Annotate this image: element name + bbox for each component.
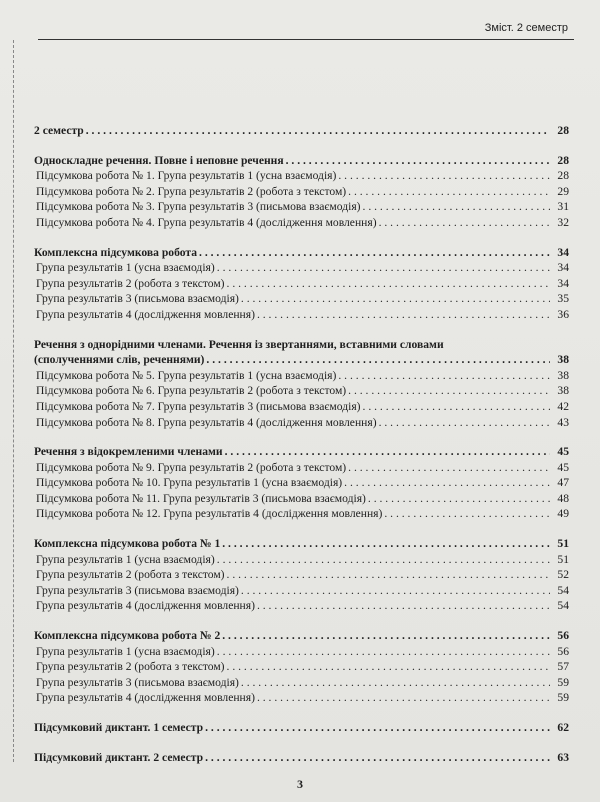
toc-entry-title: Комплексна підсумкова робота: [34, 245, 198, 259]
toc-entry[interactable]: [34, 291, 569, 307]
toc-gap: [34, 736, 569, 750]
dot-leader: [241, 675, 550, 691]
dot-leader: [379, 415, 550, 431]
dot-leader: [338, 168, 550, 184]
toc-page-number: 38: [557, 368, 569, 382]
toc-entry[interactable]: [34, 583, 569, 599]
toc-entry[interactable]: [34, 659, 569, 675]
dot-leader: [222, 628, 550, 644]
dot-leader: [241, 583, 550, 599]
toc-page-number: 63: [557, 750, 569, 764]
toc-entry-title: Група результатів 3 (письмова взаємодія): [36, 583, 239, 597]
toc-entry[interactable]: [34, 383, 569, 399]
toc-gap: [34, 323, 569, 337]
toc-page-number: 31: [557, 200, 569, 214]
toc-page-number: 54: [557, 599, 569, 613]
dot-leader: [363, 399, 550, 415]
toc-entry[interactable]: [34, 552, 569, 568]
toc-entry-title: Речення з відокремленими членами: [34, 445, 223, 459]
toc-entry-title: Підсумкова робота № 6. Група результатів 2 (робота з текстом): [36, 384, 347, 398]
toc-page-number: 54: [557, 583, 569, 597]
toc-page-number: 62: [557, 721, 569, 734]
toc-entry[interactable]: [34, 399, 569, 415]
dot-leader: [206, 352, 550, 368]
dot-leader: [205, 750, 550, 766]
dot-leader: [344, 475, 550, 491]
toc-entry-title: Підсумкова робота № 7. Група результатів 3 (письмова взаємодія): [36, 399, 361, 413]
dot-leader: [227, 659, 550, 675]
toc-entry-title: Підсумкова робота № 8. Група результатів 4 (дослідження мовлення): [36, 415, 377, 429]
running-header: Зміст. 2 семестр: [484, 22, 568, 34]
toc-entry-title: Односкладне речення. Повне і неповне речення: [34, 153, 284, 167]
toc-page-number: 57: [557, 660, 569, 674]
toc-section-heading[interactable]: [34, 628, 569, 644]
toc-entry-title: Група результатів 2 (робота з текстом): [36, 660, 225, 674]
dot-leader: [379, 215, 550, 231]
dot-leader: [217, 260, 550, 276]
dot-leader: [257, 690, 550, 706]
toc-entry[interactable]: [34, 199, 569, 215]
toc-entry[interactable]: [34, 460, 569, 476]
toc-page-number: 29: [557, 184, 569, 198]
toc-entry[interactable]: [34, 690, 569, 706]
toc-page-number: 35: [557, 292, 569, 306]
toc-page-number: 34: [557, 245, 569, 259]
toc-page-number: 45: [557, 460, 569, 474]
toc-entry-title: Підсумкова робота № 11. Група результатів 3 (письмова взаємодія): [36, 491, 366, 505]
toc-page-number: 34: [557, 276, 569, 290]
page-number: 3: [297, 777, 303, 791]
toc-entry[interactable]: [34, 276, 569, 292]
dot-leader: [384, 506, 550, 522]
toc-entry[interactable]: [34, 168, 569, 184]
dot-leader: [257, 598, 550, 614]
toc-entry-title: Підсумковий диктант. 2 семестр: [34, 750, 204, 764]
toc-gap: [34, 139, 569, 153]
toc-page-number: 59: [557, 675, 569, 689]
toc-heading-line: Речення з однорідними членами. Речення із звертаннями, вставними словами: [34, 337, 444, 351]
toc-page-number: 28: [557, 124, 569, 137]
table-of-contents: [34, 123, 569, 765]
toc-section-heading[interactable]: [34, 750, 569, 766]
toc-entry-title: Комплексна підсумкова робота № 2: [34, 629, 221, 643]
toc-section-heading[interactable]: [34, 123, 569, 139]
toc-page-number: 36: [557, 307, 569, 321]
toc-entry[interactable]: [34, 644, 569, 660]
dot-leader: [217, 552, 550, 568]
toc-entry-title: Підсумкова робота № 9. Група результатів 2 (робота з текстом): [36, 460, 347, 474]
toc-page-number: 32: [557, 215, 569, 229]
dot-leader: [286, 153, 550, 169]
toc-entry[interactable]: [34, 415, 569, 431]
toc-page-number: 51: [557, 537, 569, 551]
toc-gap: [34, 231, 569, 245]
dot-leader: [348, 184, 550, 200]
toc-entry-title: Група результатів 4 (дослідження мовлення): [36, 691, 255, 705]
margin-rule: [13, 40, 14, 762]
dot-leader: [368, 491, 550, 507]
toc-entry[interactable]: [34, 506, 569, 522]
toc-section-heading[interactable]: [34, 352, 569, 368]
toc-section-heading[interactable]: [34, 153, 569, 169]
toc-page-number: 56: [557, 629, 569, 643]
toc-page-number: 52: [557, 568, 569, 582]
dot-leader: [348, 383, 550, 399]
toc-entry[interactable]: [34, 368, 569, 384]
toc-page-number: 51: [557, 552, 569, 566]
toc-page-number: 34: [557, 261, 569, 275]
toc-entry-title: Підсумковий диктант. 1 семестр: [34, 721, 204, 734]
dot-leader: [227, 567, 550, 583]
dot-leader: [227, 276, 550, 292]
header-rule: [38, 39, 574, 40]
toc-section-heading[interactable]: [34, 245, 569, 261]
toc-entry-title: Підсумкова робота № 1. Група результатів 1 (усна взаємодія): [36, 169, 337, 183]
toc-entry-title: Група результатів 4 (дослідження мовлення): [36, 599, 255, 613]
toc-page-number: 45: [557, 445, 569, 459]
toc-section-heading[interactable]: [34, 444, 569, 460]
toc-entry-title: Підсумкова робота № 10. Група результатів 1 (усна взаємодія): [36, 476, 343, 490]
toc-entry[interactable]: [34, 567, 569, 583]
toc-entry-title: Комплексна підсумкова робота № 1: [34, 537, 221, 551]
toc-section-heading[interactable]: [34, 536, 569, 552]
toc-entry[interactable]: [34, 598, 569, 614]
toc-entry-title: Підсумкова робота № 12. Група результатів 4 (дослідження мовлення): [36, 507, 383, 521]
toc-entry-title: 2 семестр: [34, 124, 84, 137]
toc-page-number: 28: [557, 169, 569, 183]
toc-gap: [34, 522, 569, 536]
toc-page-number: 38: [557, 353, 569, 367]
toc-entry-title: Група результатів 1 (усна взаємодія): [36, 552, 215, 566]
toc-entry[interactable]: [34, 491, 569, 507]
dot-leader: [338, 368, 550, 384]
toc-gap: [34, 706, 569, 720]
dot-leader: [199, 245, 550, 261]
dot-leader: [348, 460, 550, 476]
toc-entry-title: Підсумкова робота № 3. Група результатів 3 (письмова взаємодія): [36, 200, 361, 214]
toc-page-number: 56: [557, 644, 569, 658]
dot-leader: [241, 291, 550, 307]
toc-entry-title: Група результатів 3 (письмова взаємодія): [36, 675, 239, 689]
toc-entry[interactable]: [34, 215, 569, 231]
toc-page-number: 48: [557, 491, 569, 505]
toc-page-number: 38: [557, 384, 569, 398]
dot-leader: [225, 444, 550, 460]
toc-entry-title: Група результатів 4 (дослідження мовлення): [36, 307, 255, 321]
dot-leader: [217, 644, 550, 660]
toc-section-heading[interactable]: [34, 720, 569, 736]
toc-entry[interactable]: [34, 260, 569, 276]
toc-page-number: 59: [557, 691, 569, 705]
toc-page-number: 28: [557, 153, 569, 167]
toc-entry-title: Підсумкова робота № 2. Група результатів 2 (робота з текстом): [36, 184, 347, 198]
toc-gap: [34, 430, 569, 444]
dot-leader: [86, 123, 550, 139]
toc-entry-title: Група результатів 2 (робота з текстом): [36, 568, 225, 582]
toc-page-number: 49: [557, 507, 569, 521]
toc-entry-title: Група результатів 2 (робота з текстом): [36, 276, 225, 290]
toc-entry[interactable]: [34, 184, 569, 200]
toc-page-number: 42: [557, 399, 569, 413]
dot-leader: [363, 199, 550, 215]
dot-leader: [257, 307, 550, 323]
toc-entry-title: Група результатів 1 (усна взаємодія): [36, 261, 215, 275]
dot-leader: [222, 536, 550, 552]
dot-leader: [205, 720, 550, 736]
toc-page-number: 43: [557, 415, 569, 429]
toc-entry-title: Група результатів 1 (усна взаємодія): [36, 644, 215, 658]
toc-entry-title: Підсумкова робота № 4. Група результатів 4 (дослідження мовлення): [36, 215, 377, 229]
toc-entry-title: Група результатів 3 (письмова взаємодія): [36, 292, 239, 306]
toc-entry-title: (сполученнями слів, реченнями): [34, 353, 205, 367]
toc-entry[interactable]: [34, 307, 569, 323]
toc-page-number: 47: [557, 476, 569, 490]
toc-entry-title: Підсумкова робота № 5. Група результатів 1 (усна взаємодія): [36, 368, 337, 382]
toc-entry[interactable]: [34, 675, 569, 691]
toc-entry[interactable]: [34, 475, 569, 491]
toc-gap: [34, 614, 569, 628]
